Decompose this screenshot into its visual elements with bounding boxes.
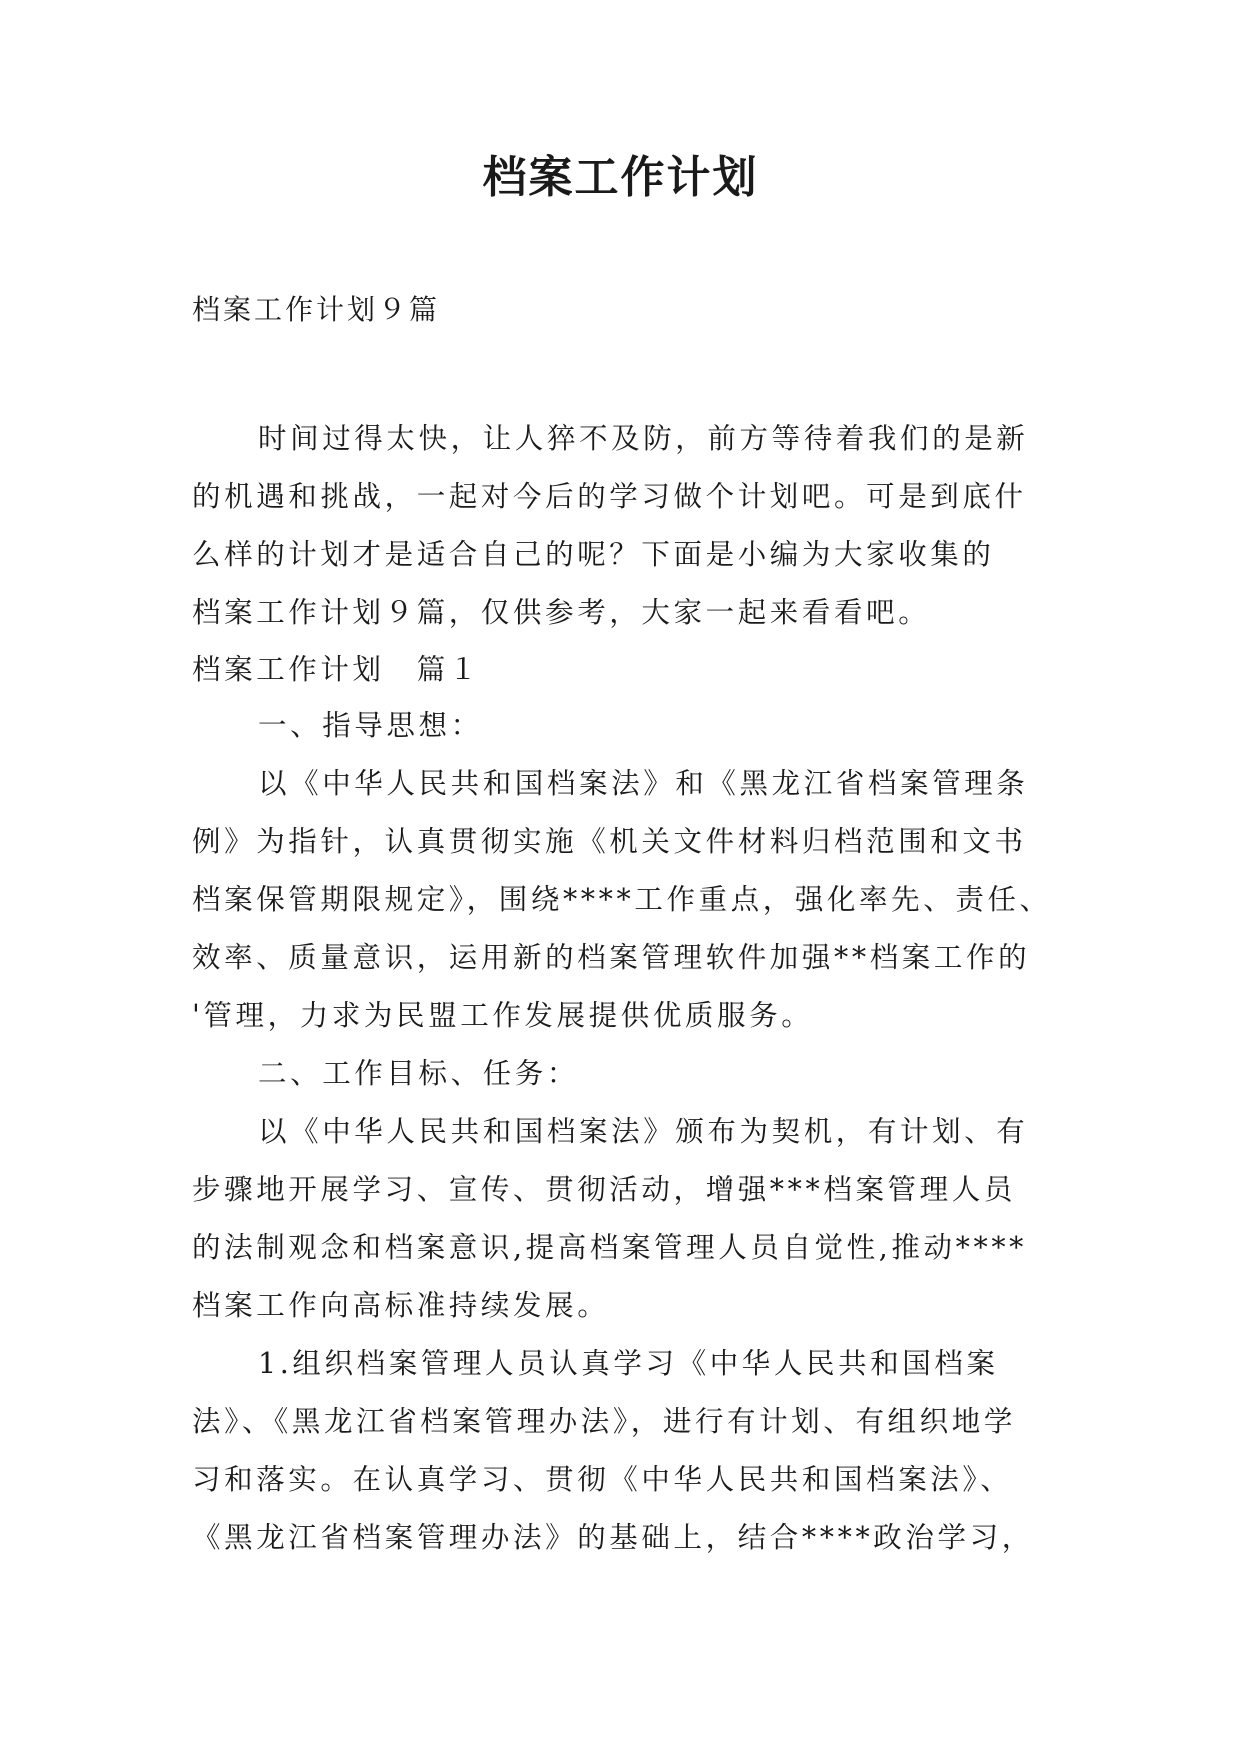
paragraph-line: 效率、质量意识，运用新的档案管理软件加强**档案工作的	[192, 941, 1031, 974]
paragraph-line: 步骤地开展学习、宣传、贯彻活动，增强***档案管理人员	[192, 1173, 1016, 1206]
section-heading: 档案工作计划 篇１	[192, 653, 481, 686]
paragraph-line: 时间过得太快，让人猝不及防，前方等待着我们的是新	[258, 422, 1029, 455]
document-body	[192, 410, 1058, 1567]
paragraph-line: 例》为指针，认真贯彻实施《机关文件材料归档范围和文书	[192, 825, 1027, 858]
paragraph-line: 以《中华人民共和国档案法》颁布为契机，有计划、有	[258, 1115, 1029, 1148]
paragraph-line: 《黑龙江省档案管理办法》的基础上，结合****政治学习，	[192, 1521, 1034, 1554]
paragraph-line: 习和落实。在认真学习、贯彻《中华人民共和国档案法》、	[192, 1463, 1013, 1496]
paragraph-line: 以《中华人民共和国档案法》和《黑龙江省档案管理条	[258, 767, 1029, 800]
paragraph-line: 档案保管期限规定》，围绕****工作重点，强化率先、责任、	[192, 883, 1052, 916]
paragraph-line: 1.组织档案管理人员认真学习《中华人民共和国档案	[258, 1347, 999, 1380]
section-subheading: 二、工作目标、任务：	[258, 1057, 580, 1090]
paragraph-line: 档案工作向高标准持续发展。	[192, 1289, 610, 1322]
document-subtitle: 档案工作计划９篇	[192, 293, 441, 326]
paragraph-line: 法》、《黑龙江省档案管理办法》，进行有计划、有组织地学	[192, 1405, 1016, 1438]
section-subheading: 一、指导思想：	[258, 709, 483, 742]
paragraph-line: 档案工作计划９篇，仅供参考，大家一起来看看吧。	[192, 596, 931, 629]
document-title: 档案工作计划	[482, 152, 759, 203]
paragraph-line: 的机遇和挑战，一起对今后的学习做个计划吧。可是到底什	[192, 480, 1027, 513]
paragraph-line: 么样的计划才是适合自己的呢？下面是小编为大家收集的	[192, 538, 995, 571]
paragraph-line: '管理，力求为民盟工作发展提供优质服务。	[192, 999, 814, 1032]
paragraph-line: 的法制观念和档案意识,提高档案管理人员自觉性,推动****	[192, 1231, 1028, 1264]
